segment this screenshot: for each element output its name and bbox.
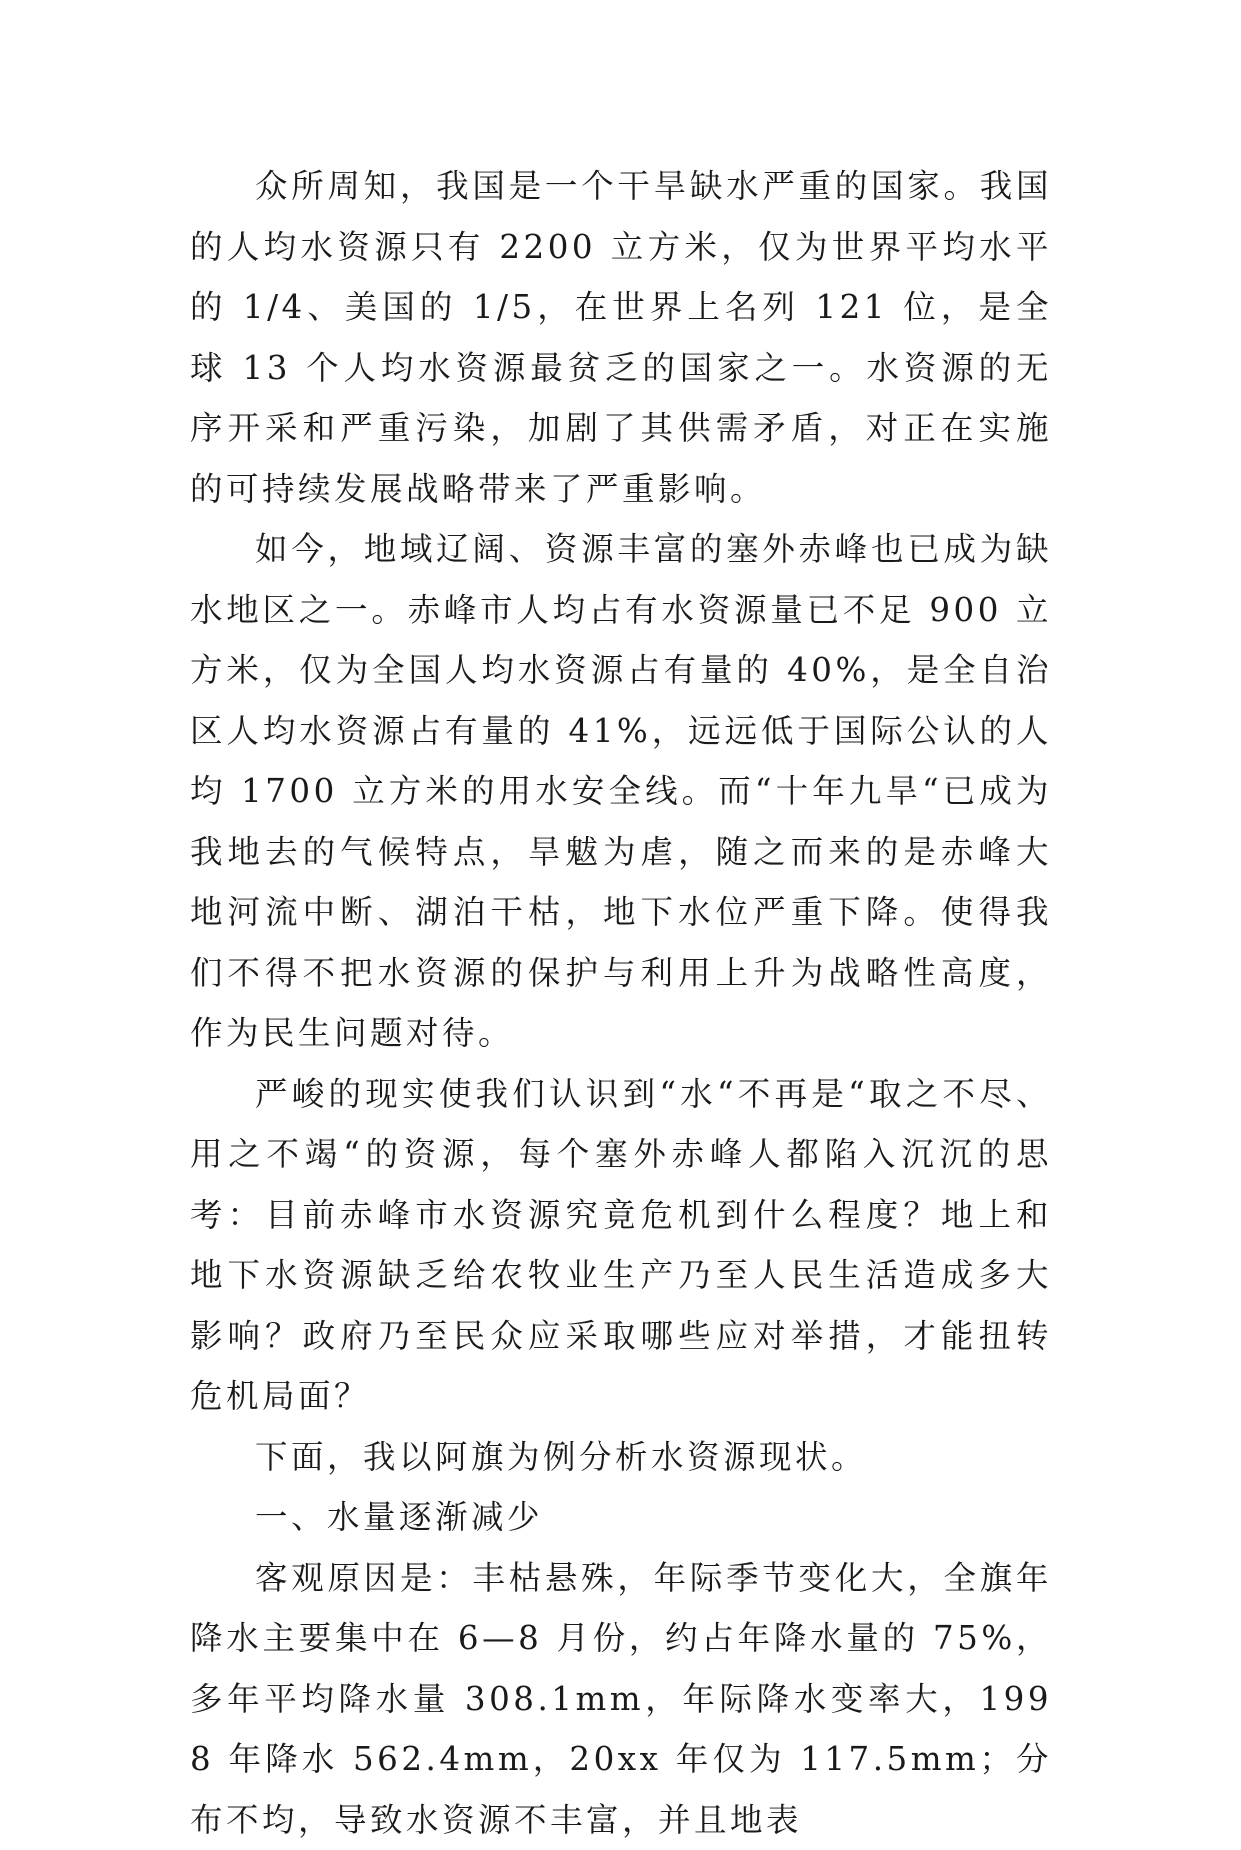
document-body: [190, 156, 1052, 1850]
paragraph-objective-causes: 客观原因是：丰枯悬殊，年际季节变化大，全旗年降水主要集中在 6—8 月份，约占年降水量的 75%，多年平均降水量 308.1mm，年际降水变率大，1998 年降水 562.4mm，20xx 年仅为 117.5mm；分布不均，导致水资源不丰富，并且地表: [190, 1548, 1052, 1850]
section-heading-water-decrease: 一、水量逐渐减少: [190, 1487, 1052, 1548]
paragraph-intro-aqi: 下面，我以阿旗为例分析水资源现状。: [190, 1427, 1052, 1488]
paragraph-reflection: 严峻的现实使我们认识到“水“不再是“取之不尽、用之不竭“的资源，每个塞外赤峰人都陷入沉沉的思考：目前赤峰市水资源究竟危机到什么程度？地上和地下水资源缺乏给农牧业生产乃至人民生活造成多大影响？政府乃至民众应采取哪些应对举措，才能扭转危机局面？: [190, 1064, 1052, 1427]
paragraph-chifeng-shortage: 如今，地域辽阔、资源丰富的塞外赤峰也已成为缺水地区之一。赤峰市人均占有水资源量已不足 900 立方米，仅为全国人均水资源占有量的 40%，是全自治区人均水资源占有量的 41%，远远低于国际公认的人均 1700 立方米的用水安全线。而“十年九旱“已成为我地去的气候特点，旱魃为虐，随之而来的是赤峰大地河流中断、湖泊干枯，地下水位严重下降。使得我们不得不把水资源的保护与利用上升为战略性高度，作为民生问题对待。: [190, 519, 1052, 1064]
paragraph-water-scarcity-china: 众所周知，我国是一个干旱缺水严重的国家。我国的人均水资源只有 2200 立方米，仅为世界平均水平的 1/4、美国的 1/5，在世界上名列 121 位，是全球 13 个人均水资源最贫乏的国家之一。水资源的无序开采和严重污染，加剧了其供需矛盾，对正在实施的可持续发展战略带来了严重影响。: [190, 156, 1052, 519]
